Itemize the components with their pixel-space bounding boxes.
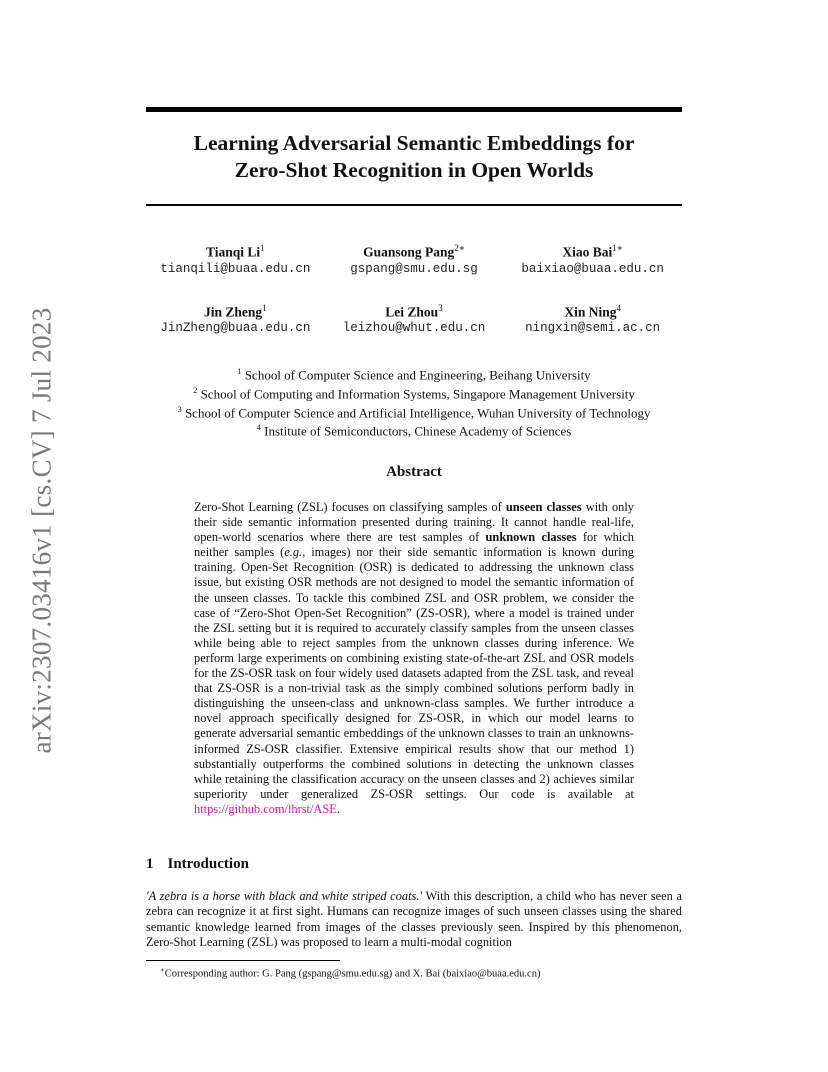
author bbox=[503, 240, 682, 278]
affiliation-mark: 2 bbox=[193, 384, 198, 395]
abstract-run: , images) nor their side semantic information is known during training. Open-Set Recognition (OSR) is dedicated to addressing the unknown class issue, but existing OSR methods are not designed to model the semantic information of the unseen classes. To tackle this combined ZSL and OSR problem, we consider the case of “Zero-Shot Open-Set Recognition” (ZS-OSR), where a model is trained under the ZSL setting but it is required to accurately classify samples from the unseen classes while being able to reject samples from the unknown classes during inference. We perform large experiments on combining existing state-of-the-art ZSL and OSR models for the ZS-OSR task on four widely used datasets adapted from the ZSL task, and reveal that ZS-OSR is a non-trivial task as the simply combined solutions perform badly in distinguishing the unseen-class and unknown-class samples. We further introduce a novel approach specifically designed for ZS-OSR, in which our model learns to generate adversarial semantic embeddings of the unknown classes to train an unknowns-informed ZS-OSR classifier. Extensive empirical results show that our method 1) substantially outperforms the combined solutions in detecting the unknown classes while retaining the classification accuracy on the unseen classes and 2) achieves similar superiority under generalized ZS-OSR settings. Our code is available at bbox=[194, 545, 634, 801]
affiliation bbox=[146, 364, 682, 383]
footnote-rule bbox=[146, 960, 340, 961]
author-mark: 1 bbox=[260, 243, 265, 253]
introduction-paragraph bbox=[146, 889, 682, 951]
abstract-run: for which neither samples ( bbox=[194, 530, 634, 560]
author-mark: 1∗ bbox=[612, 243, 623, 253]
section-heading-introduction bbox=[146, 856, 249, 873]
affiliation-text: School of Computing and Information Systems, Singapore Management University bbox=[200, 386, 635, 402]
author bbox=[146, 240, 325, 278]
author bbox=[146, 300, 325, 338]
author-email: JinZheng@buaa.edu.cn bbox=[160, 321, 311, 335]
code-link[interactable]: https://github.com/lhrst/ASE bbox=[194, 801, 337, 816]
author-email: ningxin@semi.ac.cn bbox=[525, 321, 661, 335]
author-mark: 4 bbox=[616, 302, 621, 313]
abstract-run: Zero-Shot Learning (ZSL) focuses on classifying samples of bbox=[194, 500, 506, 514]
author-email: gspang@smu.edu.sg bbox=[350, 261, 478, 276]
intro-quote: 'A zebra is a horse with black and white striped coats.' bbox=[146, 889, 423, 903]
section-title: Introduction bbox=[167, 856, 249, 872]
abstract-run: with only their side semantic information presented during training. It cannot handle real-life, open-world scenarios where there are test samples of bbox=[194, 500, 634, 545]
abstract-heading: Abstract bbox=[386, 464, 442, 480]
author bbox=[325, 300, 504, 338]
author bbox=[325, 240, 504, 278]
author-mark: 2∗ bbox=[454, 243, 465, 253]
abstract-italic: e.g. bbox=[284, 545, 303, 560]
affiliation bbox=[146, 420, 682, 439]
affiliation-list bbox=[146, 364, 682, 439]
author-name: Guansong Pang bbox=[363, 244, 455, 260]
footnote-text: Corresponding author: G. Pang (gspang@smu.edu.sg) and X. Bai (baixiao@buaa.edu.cn) bbox=[164, 968, 541, 980]
affiliation-text: School of Computer Science and Artificial Intelligence, Wuhan University of Technology bbox=[184, 404, 651, 420]
arxiv-watermark bbox=[22, 300, 62, 760]
author-row-1 bbox=[146, 240, 682, 278]
arxiv-identifier: arXiv:2307.03416v1 [cs.CV] 7 Jul 2023 bbox=[26, 306, 57, 754]
paper-title bbox=[146, 130, 682, 184]
author-email: tianqili@buaa.edu.cn bbox=[160, 261, 311, 276]
affiliation-text: Institute of Semiconductors, Chinese Academy of Sciences bbox=[264, 423, 572, 439]
affiliation-text: School of Computer Science and Engineering, Beihang University bbox=[244, 367, 591, 383]
title-line-2: Zero-Shot Recognition in Open Worlds bbox=[234, 158, 594, 182]
author-mark: 3 bbox=[438, 302, 443, 313]
affiliation bbox=[146, 402, 682, 421]
section-number: 1 bbox=[146, 856, 154, 872]
author-email: leizhou@whut.edu.cn bbox=[342, 321, 486, 335]
footnote bbox=[160, 964, 540, 981]
author-name: Xiao Bai bbox=[562, 244, 613, 260]
affiliation bbox=[146, 383, 682, 402]
title-bottom-rule bbox=[146, 204, 682, 206]
abstract-emphasis: unseen classes bbox=[505, 500, 582, 514]
author-row-2 bbox=[146, 300, 682, 338]
abstract-text bbox=[194, 500, 634, 817]
title-line-1: Learning Adversarial Semantic Embeddings for bbox=[193, 131, 635, 155]
title-top-rule bbox=[146, 107, 682, 112]
author-mark: 1 bbox=[262, 302, 267, 313]
author-name: Lei Zhou bbox=[385, 304, 439, 319]
author-email: baixiao@buaa.edu.cn bbox=[521, 261, 664, 276]
footnote-mark: ∗ bbox=[160, 966, 165, 974]
abstract-run: . bbox=[336, 801, 340, 816]
author-name: Tianqi Li bbox=[205, 244, 261, 260]
author bbox=[503, 300, 682, 338]
author-name: Xin Ning bbox=[564, 304, 617, 319]
author-name: Jin Zheng bbox=[204, 304, 263, 319]
abstract-emphasis: unknown classes bbox=[485, 530, 577, 545]
affiliation-mark: 4 bbox=[256, 422, 261, 433]
affiliation-mark: 3 bbox=[177, 403, 182, 414]
affiliation-mark: 1 bbox=[237, 366, 242, 376]
intro-text: With this description, a child who has never seen a zebra can recognize it at first sight. Humans can recognize images of such unseen classes using the shared semantic knowledge learned from images of the classes previously seen. Inspired by this phenomenon, Zero-Shot Learning (ZSL) was proposed to learn a multi-modal cognition bbox=[146, 889, 682, 950]
author-block bbox=[146, 240, 682, 359]
